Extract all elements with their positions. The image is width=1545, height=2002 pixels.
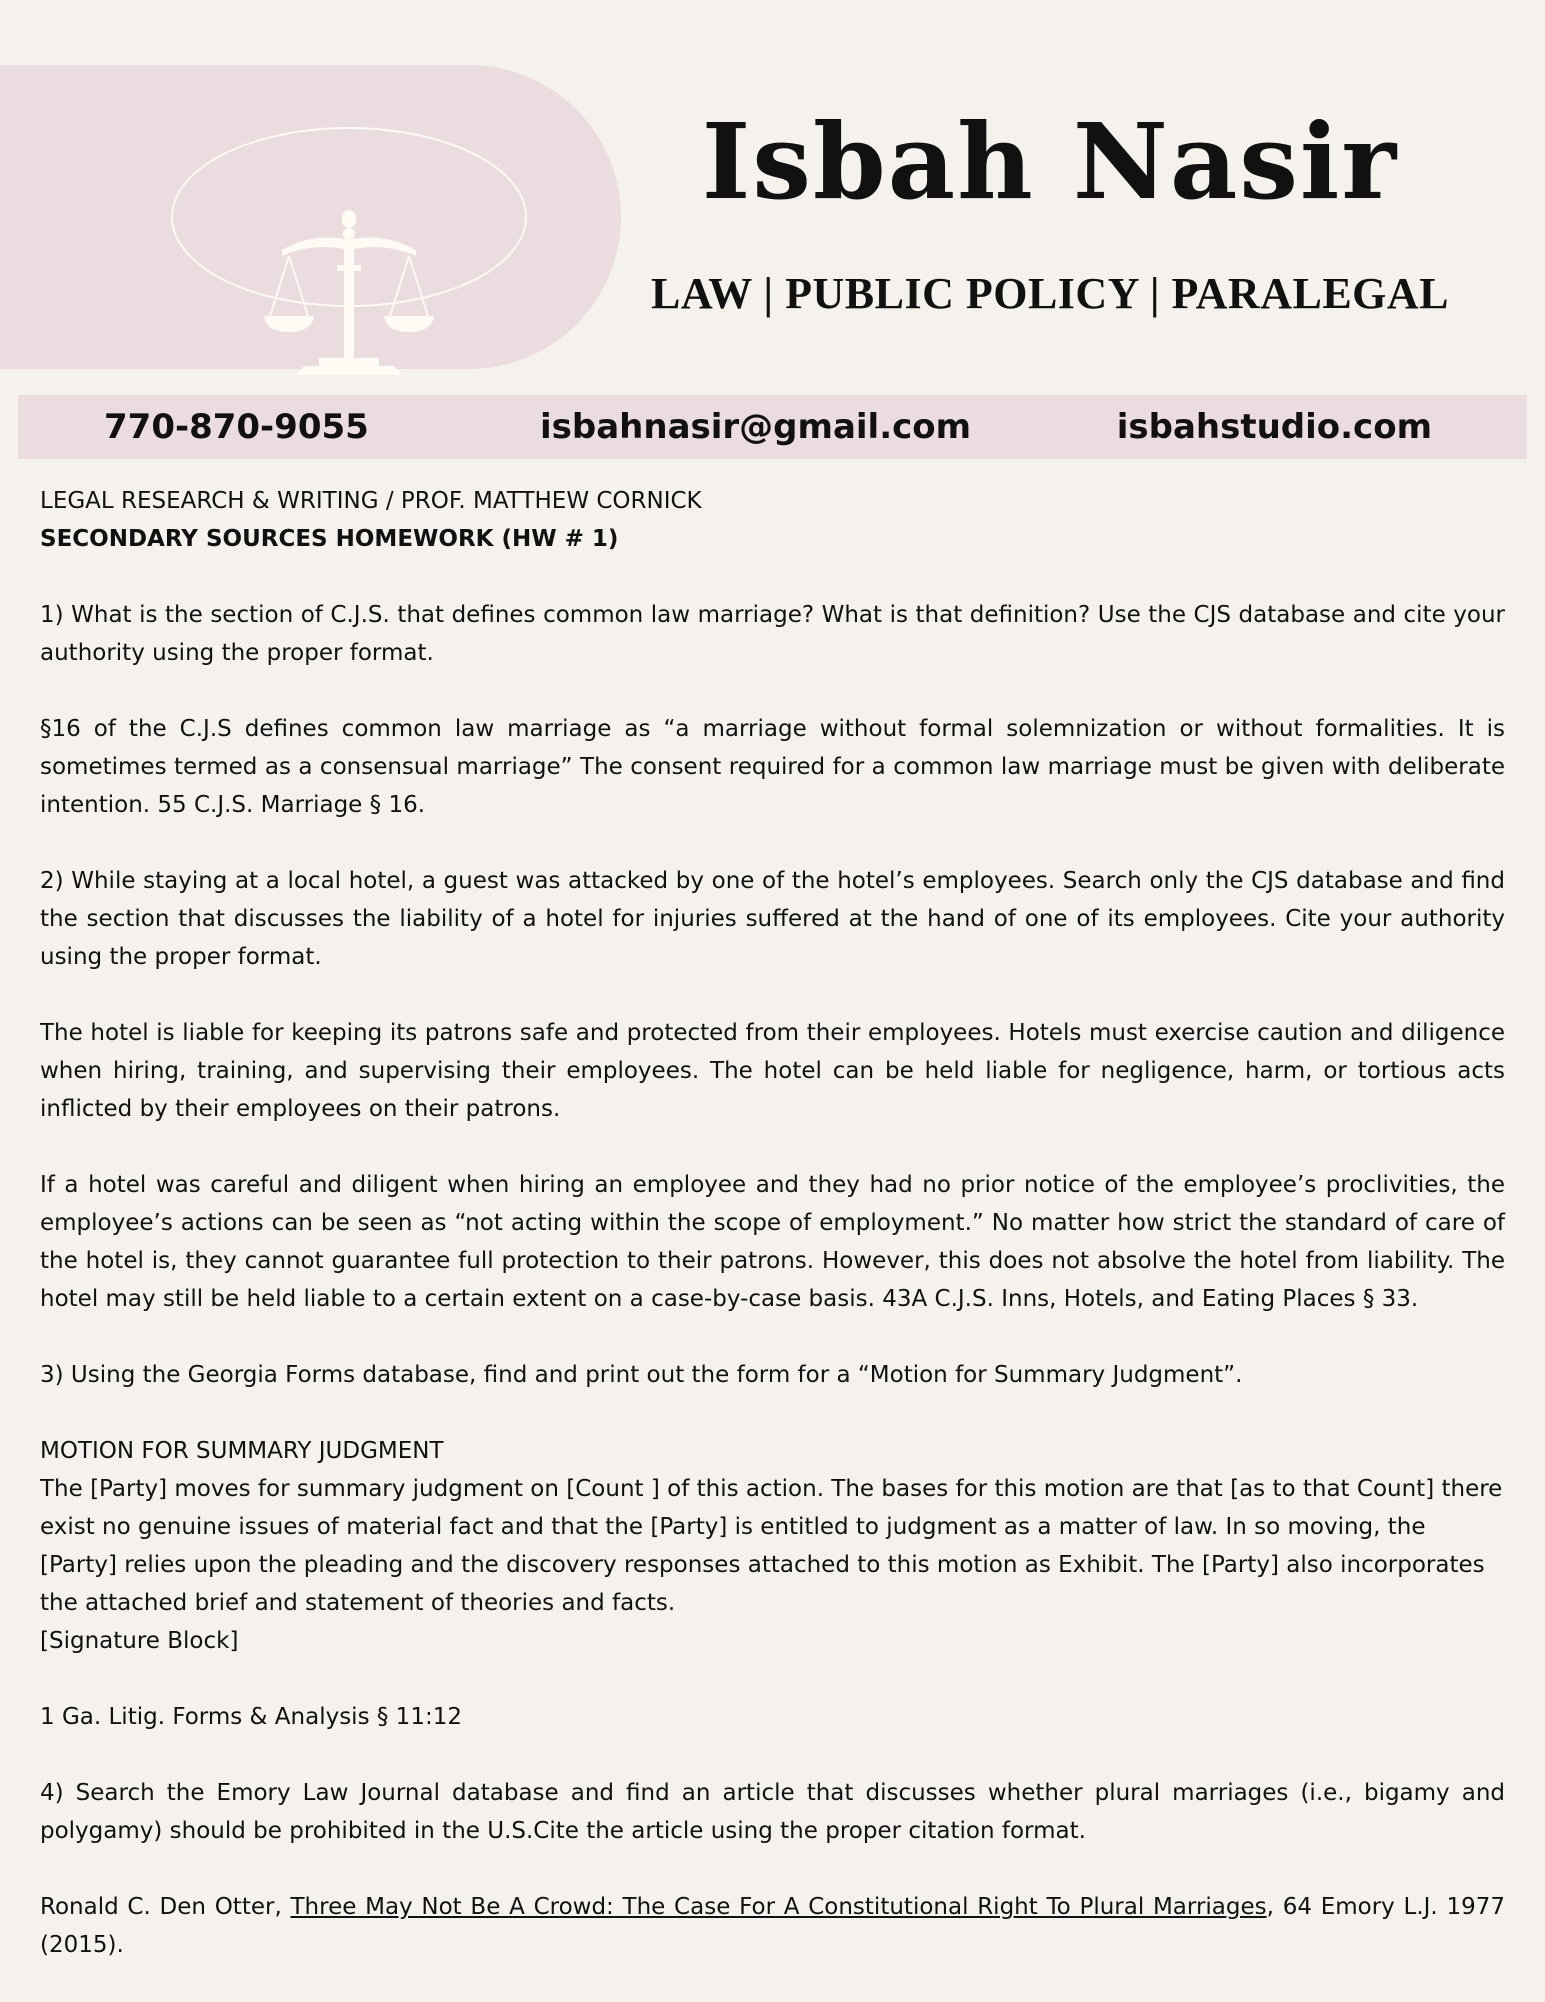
contact-bar: [18, 395, 1527, 459]
citation-source: , 64 Emory L.J. 1977 (2015).: [40, 1894, 1505, 1958]
document-body: [40, 482, 1505, 2002]
logo-banner: [0, 65, 621, 369]
answer-4-citation: [40, 1888, 1505, 1964]
answer-3-citation: 1 Ga. Litig. Forms & Analysis § 11:12: [40, 1704, 462, 1730]
question-4: 4) Search the Emory Law Journal database and find an article that discusses whether plural marriages (i.e., bigamy and polygamy) should be prohibited in the U.S.Cite the article using the proper citation format.: [40, 1780, 1505, 1844]
contact-website[interactable]: isbahstudio.com: [1116, 407, 1432, 447]
motion-body: The [Party] moves for summary judgment on [Count ] of this action. The bases for this motion are that [as to that Count] there exist no genuine issues of material fact and that the [Party] is entitled to judgment as a matter of law. In so moving, the [Party] relies upon the pleading and the discovery responses attached to this motion as Exhibit. The [Party] also incorporates the attached brief and statement of theories and facts.: [40, 1476, 1503, 1616]
header-name: Isbah Nasir: [701, 100, 1399, 223]
question-3: 3) Using the Georgia Forms database, find and print out the form for a “Motion for Summary Judgment”.: [40, 1362, 1243, 1388]
citation-author: Ronald C. Den Otter,: [40, 1894, 291, 1920]
answer-2-paragraph-1: The hotel is liable for keeping its patrons safe and protected from their employees. Hotels must exercise caution and diligence when hiring, training, and supervising their employees. The hotel can be held liable for negligence, harm, or tortious acts inflicted by their employees on their patrons.: [40, 1020, 1505, 1122]
citation-article-title: Three May Not Be A Crowd: The Case For A Constitutional Right To Plural Marriages: [290, 1894, 1267, 1920]
document-title: SECONDARY SOURCES HOMEWORK (HW # 1): [40, 526, 619, 552]
answer-2-paragraph-2: If a hotel was careful and diligent when hiring an employee and they had no prior notice of the employee’s proclivities, the employee’s actions can be seen as “not acting within the scope of employment.” No matter how strict the standard of care of the hotel is, they cannot guarantee full protection to their patrons. However, this does not absolve the hotel from liability. The hotel may still be held liable to a certain extent on a case-by-case basis. 43A C.J.S. Inns, Hotels, and Eating Places § 33.: [40, 1172, 1505, 1312]
question-1: 1) What is the section of C.J.S. that defines common law marriage? What is that definition? Use the CJS database and cite your authority using the proper format.: [40, 602, 1505, 666]
header-tagline: LAW | PUBLIC POLICY | PARALEGAL: [650, 269, 1450, 318]
contact-phone[interactable]: 770-870-9055: [104, 407, 369, 447]
motion-title: MOTION FOR SUMMARY JUDGMENT: [40, 1438, 444, 1464]
question-2: 2) While staying at a local hotel, a guest was attacked by one of the hotel’s employees. Search only the CJS database and find the section that discusses the liability of a hotel for injuries suffered at the hand of one of its employees. Cite your authority using the proper format.: [40, 868, 1505, 970]
signature-block: [Signature Block]: [40, 1628, 239, 1654]
answer-1: §16 of the C.J.S defines common law marriage as “a marriage without formal solemnization or without formalities. It is sometimes termed as a consensual marriage” The consent required for a common law marriage must be given with deliberate intention. 55 C.J.S. Marriage § 16.: [40, 716, 1505, 818]
course-line: LEGAL RESEARCH & WRITING / PROF. MATTHEW CORNICK: [40, 488, 702, 514]
scales-of-justice-icon: [264, 210, 434, 380]
contact-email[interactable]: isbahnasir@gmail.com: [540, 407, 972, 447]
